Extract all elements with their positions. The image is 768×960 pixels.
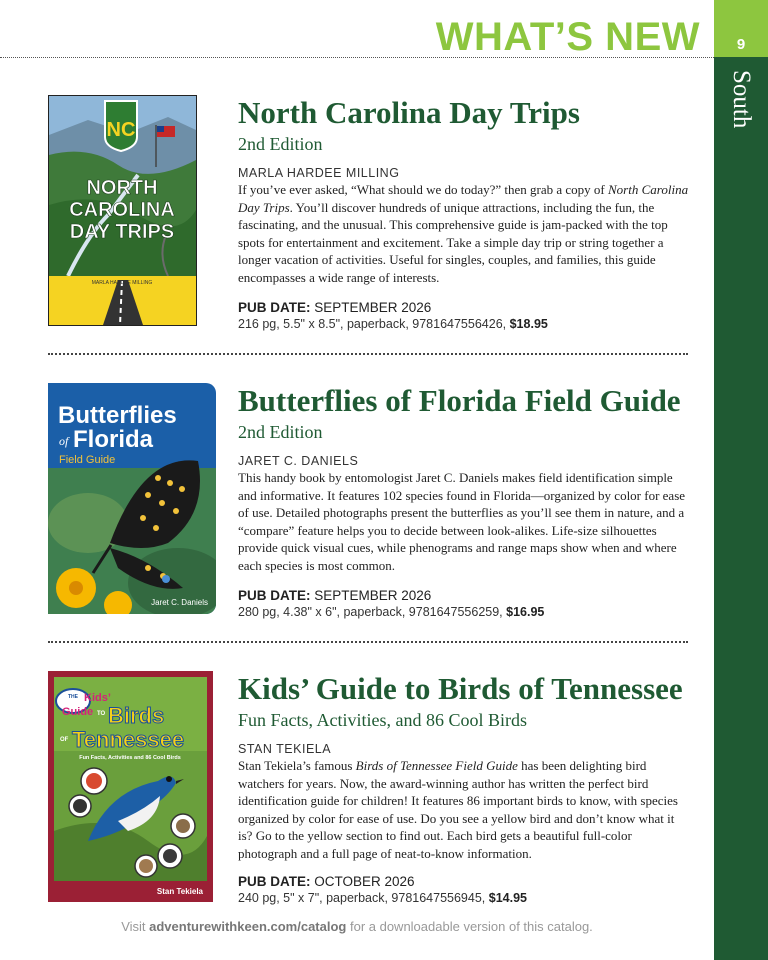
cover-nc-title-2: CAROLINA [69, 199, 175, 221]
region-tab [716, 70, 766, 160]
cover-art-nc [48, 95, 197, 326]
book-author: STAN TEKIELA [238, 742, 332, 756]
pub-date: PUB DATE: SEPTEMBER 2026 [238, 299, 432, 315]
book-description: If you’ve ever asked, “What should we do today?” then grab a copy of North Carolina Day Trips. You’ll discover hundreds of unique attractions, including the fun, the fascinating, and the unusual. This comprehensive guide is jam-packed with the top spots for entertainment and excitement. Take a simple day trip or string together a longer vacation of activities. Useful for singles, couples, and families, this guide encompasses a wide range of interests. [238, 182, 689, 285]
section-title: WHAT’S NEW [435, 15, 700, 59]
book-cover-north-carolina[interactable] [48, 95, 197, 326]
cover-tn-of: OF [60, 737, 69, 743]
cover-tn-author: Stan Tekiela [156, 887, 203, 896]
entry-divider [48, 641, 688, 643]
entry-divider [48, 353, 688, 355]
page-number-box [714, 0, 768, 57]
header-divider [0, 57, 714, 58]
cover-fl-title-2: Florida [73, 426, 154, 453]
book-price: $18.95 [509, 316, 548, 331]
cover-fl-of: of [59, 434, 69, 448]
book-description: Stan Tekiela’s famous Birds of Tennessee Field Guide has been delighting bird watchers for years. Now, the award-winning author has written the perfect bird identification guide for children! It features 86 important birds to know, with species organized by color for ease of use. Do you see a yellow bird and don’t know what it is? Go to the yellow section to find out. Each bird gets a beautiful full-color photograph and a full page of neat-to-know information. [238, 758, 678, 861]
book-details-north-carolina [238, 95, 690, 332]
footer-note: Visit adventurewithkeen.com/catalog for a downloadable version of this catalog. [121, 919, 593, 934]
book-author: JARET C. DANIELS [238, 454, 359, 468]
cover-nc-badge: NC [106, 119, 136, 141]
book-description: This handy book by entomologist Jaret C. Daniels makes field identification simple and informative. It features 102 species found in Florida—organized by color for ease of use. Detailed photographs present the butterflies as you’ll see them in nature, and a “compare” feature helps you to decide between look-alikes. Life-size silhouettes provide quick visual cues, while phenograms and range maps show when and where each species is most common. [238, 470, 686, 573]
cover-tn-to: TO [97, 711, 106, 717]
book-entry-butterflies-florida [48, 383, 688, 619]
book-title[interactable]: North Carolina Day Trips [238, 95, 580, 130]
book-details-kids-birds-tennessee [238, 671, 690, 906]
book-entry-kids-birds-tennessee [48, 671, 688, 903]
book-subtitle: 2nd Edition [238, 422, 323, 442]
book-cover-kids-birds-tennessee[interactable] [48, 671, 213, 902]
catalog-link[interactable]: adventurewithkeen.com/catalog [149, 919, 347, 934]
pub-date: PUB DATE: SEPTEMBER 2026 [238, 587, 432, 603]
book-details-butterflies-florida [238, 383, 690, 620]
page-number: 9 [736, 36, 746, 53]
pub-date: PUB DATE: OCTOBER 2026 [238, 873, 415, 889]
cover-fl-series: Field Guide [59, 454, 116, 466]
cover-tn-guide: Guide [62, 706, 94, 718]
book-specs: 240 pg, 5" x 7", paperback, 9781647556945, $14.95 [238, 890, 527, 905]
cover-fl-title-1: Butterflies [58, 402, 177, 429]
book-entry-north-carolina [48, 95, 689, 331]
cover-tn-state: Tennessee [72, 727, 185, 752]
cover-art-tn [48, 671, 213, 902]
cover-fl-author: Jaret C. Daniels [151, 598, 208, 607]
cover-tn-the: THE [68, 694, 78, 700]
book-title[interactable]: Butterflies of Florida Field Guide [238, 383, 681, 418]
book-subtitle: Fun Facts, Activities, and 86 Cool Birds [238, 710, 528, 730]
cover-tn-birds: Birds [108, 703, 165, 728]
region-label: South [728, 70, 755, 129]
cover-nc-title-3: DAY TRIPS [69, 221, 175, 243]
book-title[interactable]: Kids’ Guide to Birds of Tennessee [238, 671, 683, 706]
book-subtitle: 2nd Edition [238, 134, 323, 154]
cover-tn-kids: Kids’ [84, 692, 111, 704]
cover-art-fl [48, 383, 216, 614]
book-price: $16.95 [506, 604, 545, 619]
book-cover-butterflies-florida[interactable] [48, 383, 216, 614]
book-author: MARLA HARDEE MILLING [238, 166, 400, 180]
book-specs: 280 pg, 4.38" x 6", paperback, 9781647556259, $16.95 [238, 604, 545, 619]
cover-tn-tagline: Fun Facts, Activities and 86 Cool Birds [79, 755, 181, 761]
cover-nc-title-1: NORTH [86, 177, 158, 199]
cover-nc-author: MARLA HARDEE MILLING [91, 280, 153, 286]
book-price: $14.95 [488, 890, 527, 905]
book-specs: 216 pg, 5.5" x 8.5", paperback, 9781647556426, $18.95 [238, 316, 548, 331]
